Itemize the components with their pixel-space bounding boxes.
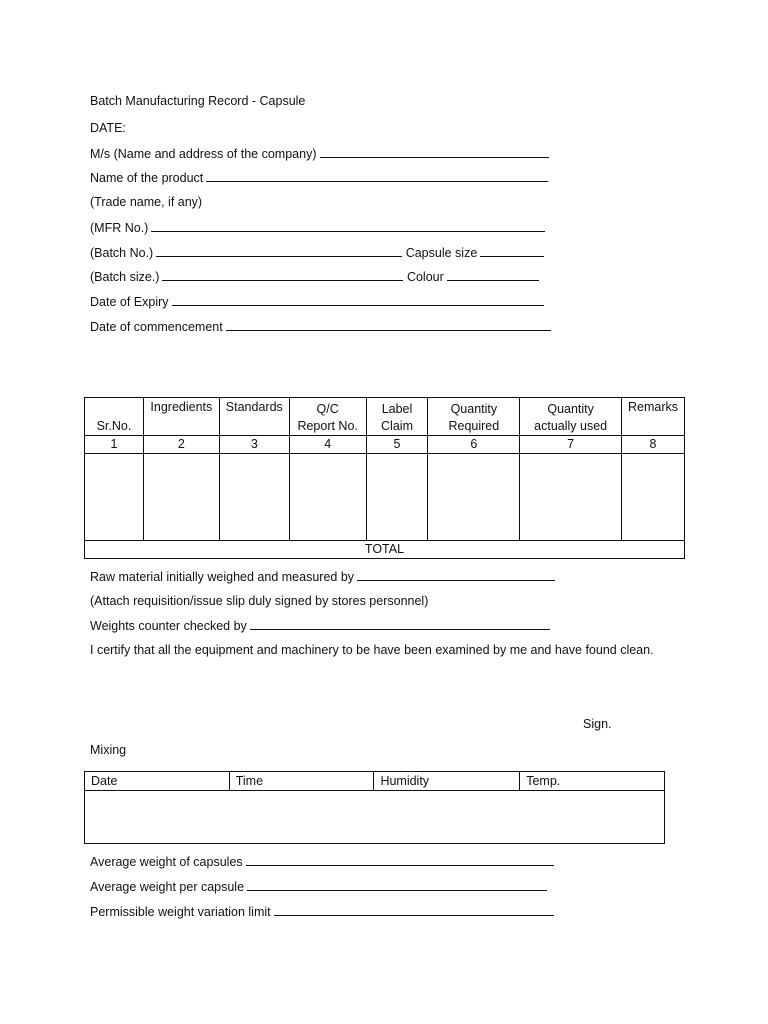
batch-no-blank[interactable] xyxy=(156,244,402,257)
date-label: DATE: xyxy=(90,121,126,135)
mixing-header-temp: Temp. xyxy=(520,772,665,791)
product-field xyxy=(90,169,548,186)
column-number: 8 xyxy=(622,436,685,454)
avg-per-capsule-blank[interactable] xyxy=(247,878,547,891)
mixing-header-row xyxy=(85,772,665,791)
counter-checked-label: Weights counter checked by xyxy=(90,619,247,633)
mixing-entry-row xyxy=(85,791,665,844)
weighed-by-field xyxy=(90,568,555,585)
expiry-field xyxy=(90,293,544,310)
total-label: TOTAL xyxy=(85,541,685,559)
variation-limit-field xyxy=(90,903,554,920)
header-remarks: Remarks xyxy=(622,398,685,436)
mixing-table xyxy=(84,771,665,844)
avg-per-capsule-label: Average weight per capsule xyxy=(90,880,245,894)
commencement-label: Date of commencement xyxy=(90,320,223,334)
batch-no-field xyxy=(90,244,544,261)
mixing-section-title: Mixing xyxy=(90,743,127,757)
materials-entry-row xyxy=(85,454,685,541)
header-standards: Standards xyxy=(219,398,289,436)
header-label-claim: Label Claim xyxy=(366,398,428,436)
colour-label: Colour xyxy=(406,270,444,284)
batch-size-blank[interactable] xyxy=(162,268,403,281)
header-sr-no: Sr.No. xyxy=(85,398,144,436)
entry-cell-standards[interactable] xyxy=(219,454,289,541)
commencement-blank[interactable] xyxy=(226,318,551,331)
entry-cell-quantity-used[interactable] xyxy=(520,454,622,541)
avg-capsules-blank[interactable] xyxy=(246,853,554,866)
company-field xyxy=(90,145,549,162)
header-qc-report-no: Q/C Report No. xyxy=(289,398,366,436)
attach-note: (Attach requisition/issue slip duly signed by stores personnel) xyxy=(90,594,429,608)
batch-no-label: (Batch No.) xyxy=(90,246,154,260)
column-number: 7 xyxy=(520,436,622,454)
product-blank[interactable] xyxy=(206,169,548,182)
record-title: Batch Manufacturing Record - Capsule xyxy=(90,94,306,108)
mixing-entry-cell[interactable] xyxy=(85,791,665,844)
entry-cell-quantity-required[interactable] xyxy=(428,454,520,541)
expiry-blank[interactable] xyxy=(172,293,544,306)
counter-checked-blank[interactable] xyxy=(250,617,550,630)
weighed-by-blank[interactable] xyxy=(357,568,555,581)
colour-blank[interactable] xyxy=(447,268,539,281)
counter-checked-field xyxy=(90,617,550,634)
product-label: Name of the product xyxy=(90,171,204,185)
materials-table xyxy=(84,397,685,559)
mixing-header-humidity: Humidity xyxy=(374,772,520,791)
expiry-label: Date of Expiry xyxy=(90,295,169,309)
avg-per-capsule-field xyxy=(90,878,547,895)
entry-cell-ingredients[interactable] xyxy=(143,454,219,541)
company-blank[interactable] xyxy=(320,145,549,158)
mfr-no-label: (MFR No.) xyxy=(90,221,149,235)
variation-limit-blank[interactable] xyxy=(274,903,554,916)
column-number: 4 xyxy=(289,436,366,454)
mfr-no-blank[interactable] xyxy=(151,219,545,232)
company-label: M/s (Name and address of the company) xyxy=(90,147,317,161)
header-quantity-required: Quantity Required xyxy=(428,398,520,436)
certify-statement: I certify that all the equipment and machinery to be have been examined by me and have found clean. xyxy=(90,643,654,657)
capsule-size-blank[interactable] xyxy=(480,244,544,257)
mixing-header-date: Date xyxy=(85,772,230,791)
materials-header-row xyxy=(85,398,685,436)
entry-cell-sr-no[interactable] xyxy=(85,454,144,541)
column-number: 3 xyxy=(219,436,289,454)
column-number: 6 xyxy=(428,436,520,454)
date-field xyxy=(90,120,126,136)
mfr-no-field xyxy=(90,219,545,236)
avg-capsules-field xyxy=(90,853,554,870)
column-number-row xyxy=(85,436,685,454)
commencement-field xyxy=(90,318,551,335)
entry-cell-label-claim[interactable] xyxy=(366,454,428,541)
weighed-by-label: Raw material initially weighed and measured by xyxy=(90,570,355,584)
batch-size-label: (Batch size.) xyxy=(90,270,160,284)
variation-limit-label: Permissible weight variation limit xyxy=(90,905,271,919)
mixing-header-time: Time xyxy=(229,772,374,791)
entry-cell-qc-report[interactable] xyxy=(289,454,366,541)
entry-cell-remarks[interactable] xyxy=(622,454,685,541)
header-quantity-used: Quantity actually used xyxy=(520,398,622,436)
trade-name-field xyxy=(90,194,202,210)
trade-name-label: (Trade name, if any) xyxy=(90,195,203,209)
total-row xyxy=(85,541,685,559)
column-number: 1 xyxy=(85,436,144,454)
column-number: 2 xyxy=(143,436,219,454)
capsule-size-label: Capsule size xyxy=(405,246,478,260)
sign-label: Sign. xyxy=(583,717,612,731)
header-ingredients: Ingredients xyxy=(143,398,219,436)
column-number: 5 xyxy=(366,436,428,454)
batch-size-field xyxy=(90,268,539,285)
avg-capsules-label: Average weight of capsules xyxy=(90,855,243,869)
